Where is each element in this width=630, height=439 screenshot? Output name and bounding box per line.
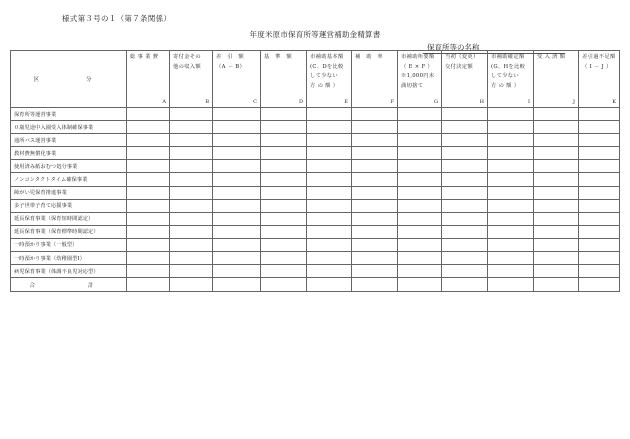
- row-label: 障がい児保育推進事業: [11, 186, 127, 199]
- amount-cell[interactable]: [352, 108, 398, 121]
- amount-cell[interactable]: [261, 121, 307, 134]
- amount-cell[interactable]: [213, 238, 261, 251]
- amount-cell[interactable]: [488, 173, 534, 186]
- amount-cell[interactable]: [442, 160, 488, 173]
- amount-cell[interactable]: [442, 199, 488, 212]
- amount-cell[interactable]: [442, 186, 488, 199]
- amount-cell[interactable]: [127, 121, 170, 134]
- amount-cell[interactable]: [534, 212, 579, 225]
- amount-cell[interactable]: [579, 212, 620, 225]
- amount-cell[interactable]: [488, 121, 534, 134]
- column-letter: F: [390, 99, 394, 105]
- amount-cell[interactable]: [170, 252, 213, 265]
- amount-cell[interactable]: [534, 173, 579, 186]
- table-row: [11, 147, 620, 160]
- amount-cell[interactable]: [398, 225, 442, 238]
- amount-cell[interactable]: [579, 108, 620, 121]
- facility-name-label: 保育所等の名称: [427, 43, 480, 52]
- row-label: 通所バス運営事業: [11, 134, 127, 147]
- amount-cell[interactable]: [127, 212, 170, 225]
- amount-cell[interactable]: [352, 134, 398, 147]
- row-label: 使用済み紙おむつ処分事業: [11, 160, 127, 173]
- amount-cell[interactable]: [213, 160, 261, 173]
- amount-cell[interactable]: [579, 186, 620, 199]
- amount-cell[interactable]: [127, 252, 170, 265]
- amount-cell[interactable]: [442, 212, 488, 225]
- total-label: 合 計: [11, 278, 127, 292]
- total-cell[interactable]: [213, 278, 261, 292]
- amount-cell[interactable]: [579, 238, 620, 251]
- amount-cell[interactable]: [307, 108, 352, 121]
- amount-cell[interactable]: [170, 160, 213, 173]
- amount-cell[interactable]: [213, 225, 261, 238]
- amount-cell[interactable]: [127, 147, 170, 160]
- total-cell[interactable]: [170, 278, 213, 292]
- column-letter: H: [479, 99, 484, 105]
- table-row: [11, 265, 620, 278]
- column-header: [398, 51, 442, 108]
- amount-cell[interactable]: [170, 134, 213, 147]
- amount-cell[interactable]: [307, 147, 352, 160]
- amount-cell[interactable]: [261, 186, 307, 199]
- total-cell[interactable]: [488, 278, 534, 292]
- amount-cell[interactable]: [307, 160, 352, 173]
- amount-cell[interactable]: [488, 212, 534, 225]
- row-label: 教材費無償化事業: [11, 147, 127, 160]
- amount-cell[interactable]: [307, 265, 352, 278]
- amount-cell[interactable]: [398, 173, 442, 186]
- document-title: 年度米原市保育所等運営補助金精算書: [249, 30, 381, 39]
- amount-cell[interactable]: [261, 252, 307, 265]
- amount-cell[interactable]: [442, 121, 488, 134]
- amount-cell[interactable]: [127, 134, 170, 147]
- amount-cell[interactable]: [488, 265, 534, 278]
- column-header-label: 当初（変更） 交付決定額: [445, 54, 479, 70]
- table-row: [11, 160, 620, 173]
- amount-cell[interactable]: [534, 199, 579, 212]
- amount-cell[interactable]: [352, 212, 398, 225]
- amount-cell[interactable]: [170, 186, 213, 199]
- total-cell[interactable]: [127, 278, 170, 292]
- amount-cell[interactable]: [534, 186, 579, 199]
- amount-cell[interactable]: [170, 108, 213, 121]
- amount-cell[interactable]: [352, 186, 398, 199]
- total-cell[interactable]: [261, 278, 307, 292]
- amount-cell[interactable]: [488, 160, 534, 173]
- column-letter: I: [528, 99, 530, 105]
- amount-cell[interactable]: [488, 108, 534, 121]
- amount-cell[interactable]: [534, 225, 579, 238]
- amount-cell[interactable]: [398, 252, 442, 265]
- amount-cell[interactable]: [579, 121, 620, 134]
- amount-cell[interactable]: [213, 265, 261, 278]
- column-header-label: 差 引 額 （A － B）: [216, 54, 246, 70]
- row-label: ノンコンタクトタイム確保事業: [11, 173, 127, 186]
- column-header-label: 受 入 済 額: [537, 54, 566, 60]
- amount-cell[interactable]: [534, 265, 579, 278]
- amount-cell[interactable]: [398, 238, 442, 251]
- amount-cell[interactable]: [127, 186, 170, 199]
- amount-cell[interactable]: [127, 173, 170, 186]
- amount-cell[interactable]: [307, 238, 352, 251]
- column-header-label: 市補助所要額 （ E × F ） ※1,000円未 満切捨て: [401, 54, 435, 89]
- amount-cell[interactable]: [352, 225, 398, 238]
- amount-cell[interactable]: [398, 147, 442, 160]
- amount-cell[interactable]: [534, 108, 579, 121]
- amount-cell[interactable]: [534, 121, 579, 134]
- amount-cell[interactable]: [442, 147, 488, 160]
- amount-cell[interactable]: [307, 186, 352, 199]
- amount-cell[interactable]: [307, 212, 352, 225]
- amount-cell[interactable]: [579, 173, 620, 186]
- amount-cell[interactable]: [213, 212, 261, 225]
- column-header-label: 基 準 額: [264, 54, 292, 60]
- amount-cell[interactable]: [170, 265, 213, 278]
- amount-cell[interactable]: [307, 173, 352, 186]
- amount-cell[interactable]: [307, 252, 352, 265]
- amount-cell[interactable]: [352, 252, 398, 265]
- table-row: [11, 199, 620, 212]
- table-row: [11, 134, 620, 147]
- header-row: [11, 51, 620, 108]
- column-header: [261, 51, 307, 108]
- amount-cell[interactable]: [579, 199, 620, 212]
- amount-cell[interactable]: [352, 173, 398, 186]
- column-header: [352, 51, 398, 108]
- amount-cell[interactable]: [261, 265, 307, 278]
- amount-cell[interactable]: [261, 147, 307, 160]
- amount-cell[interactable]: [213, 108, 261, 121]
- amount-cell[interactable]: [261, 212, 307, 225]
- row-label: 延長保育事業（保育標準時間認定）: [11, 225, 127, 238]
- amount-cell[interactable]: [398, 265, 442, 278]
- column-letter: J: [572, 99, 575, 105]
- amount-cell[interactable]: [352, 160, 398, 173]
- amount-cell[interactable]: [488, 252, 534, 265]
- amount-cell[interactable]: [442, 265, 488, 278]
- amount-cell[interactable]: [352, 147, 398, 160]
- column-header-label: 市補助基本額 (C、Dを比較 して少ない 方 の 額 ）: [310, 54, 344, 89]
- amount-cell[interactable]: [127, 108, 170, 121]
- amount-cell[interactable]: [442, 134, 488, 147]
- amount-cell[interactable]: [170, 225, 213, 238]
- total-cell[interactable]: [442, 278, 488, 292]
- amount-cell[interactable]: [442, 108, 488, 121]
- table-row: [11, 173, 620, 186]
- column-header-label: 総 事 業 費: [130, 54, 159, 60]
- column-header-label: 寄付金その 他の収入額: [173, 54, 201, 70]
- amount-cell[interactable]: [261, 173, 307, 186]
- amount-cell[interactable]: [534, 147, 579, 160]
- amount-cell[interactable]: [579, 134, 620, 147]
- amount-cell[interactable]: [579, 252, 620, 265]
- amount-cell[interactable]: [307, 199, 352, 212]
- amount-cell[interactable]: [488, 147, 534, 160]
- amount-cell[interactable]: [579, 225, 620, 238]
- column-letter: D: [298, 99, 303, 105]
- kubun-header-label: 区 分: [33, 77, 104, 83]
- amount-cell[interactable]: [398, 212, 442, 225]
- column-header-label: 差引過不足額 （ I － J ）: [582, 54, 616, 70]
- column-header: [170, 51, 213, 108]
- amount-cell[interactable]: [579, 147, 620, 160]
- amount-cell[interactable]: [127, 238, 170, 251]
- amount-cell[interactable]: [488, 225, 534, 238]
- total-cell[interactable]: [307, 278, 352, 292]
- column-letter: E: [344, 99, 348, 105]
- settlement-table: [10, 50, 620, 292]
- amount-cell[interactable]: [398, 134, 442, 147]
- form-number: 様式第３号の１（第７条関係）: [62, 14, 172, 23]
- amount-cell[interactable]: [261, 238, 307, 251]
- table-row: [11, 252, 620, 265]
- total-cell[interactable]: [352, 278, 398, 292]
- amount-cell[interactable]: [170, 212, 213, 225]
- amount-cell[interactable]: [127, 199, 170, 212]
- total-cell[interactable]: [579, 278, 620, 292]
- amount-cell[interactable]: [213, 252, 261, 265]
- amount-cell[interactable]: [534, 134, 579, 147]
- row-label: 多子世帯子育て応援事業: [11, 199, 127, 212]
- column-letter: C: [253, 99, 257, 105]
- column-letter: A: [162, 99, 166, 105]
- amount-cell[interactable]: [398, 121, 442, 134]
- amount-cell[interactable]: [307, 225, 352, 238]
- column-letter: B: [205, 99, 209, 105]
- amount-cell[interactable]: [579, 265, 620, 278]
- row-label: 一時預かり事業（一般型）: [11, 238, 127, 251]
- amount-cell[interactable]: [261, 199, 307, 212]
- column-header: [213, 51, 261, 108]
- amount-cell[interactable]: [261, 134, 307, 147]
- table-body: [11, 51, 620, 292]
- column-header: [534, 51, 579, 108]
- total-cell[interactable]: [534, 278, 579, 292]
- amount-cell[interactable]: [352, 238, 398, 251]
- amount-cell[interactable]: [442, 225, 488, 238]
- column-letter: G: [434, 99, 438, 105]
- amount-cell[interactable]: [442, 173, 488, 186]
- column-header: [579, 51, 620, 108]
- amount-cell[interactable]: [398, 186, 442, 199]
- amount-cell[interactable]: [352, 199, 398, 212]
- total-row: [11, 278, 620, 292]
- amount-cell[interactable]: [213, 199, 261, 212]
- amount-cell[interactable]: [307, 134, 352, 147]
- row-label: 延長保育事業（保育短時間認定）: [11, 212, 127, 225]
- amount-cell[interactable]: [261, 160, 307, 173]
- amount-cell[interactable]: [170, 238, 213, 251]
- amount-cell[interactable]: [213, 147, 261, 160]
- amount-cell[interactable]: [442, 238, 488, 251]
- row-label: ０歳児途中入園受入体制確保事業: [11, 121, 127, 134]
- table-row: [11, 225, 620, 238]
- amount-cell[interactable]: [170, 173, 213, 186]
- row-label: 一時預かり事業（幼稚園型Ⅰ）: [11, 252, 127, 265]
- amount-cell[interactable]: [261, 108, 307, 121]
- amount-cell[interactable]: [307, 121, 352, 134]
- amount-cell[interactable]: [398, 199, 442, 212]
- amount-cell[interactable]: [127, 160, 170, 173]
- column-header-label: 市補助確定額 (G、Hを比較 して少ない 方 の 額 ）: [491, 54, 526, 89]
- column-letter: K: [612, 99, 616, 105]
- row-label: 病児保育事業（体調不良児対応型）: [11, 265, 127, 278]
- amount-cell[interactable]: [352, 265, 398, 278]
- amount-cell[interactable]: [213, 134, 261, 147]
- amount-cell[interactable]: [170, 147, 213, 160]
- amount-cell[interactable]: [170, 199, 213, 212]
- amount-cell[interactable]: [261, 225, 307, 238]
- kubun-header: [11, 51, 127, 108]
- amount-cell[interactable]: [488, 186, 534, 199]
- amount-cell[interactable]: [579, 160, 620, 173]
- amount-cell[interactable]: [213, 121, 261, 134]
- amount-cell[interactable]: [488, 199, 534, 212]
- amount-cell[interactable]: [352, 121, 398, 134]
- table-row: [11, 186, 620, 199]
- amount-cell[interactable]: [488, 238, 534, 251]
- table-row: [11, 121, 620, 134]
- amount-cell[interactable]: [488, 134, 534, 147]
- table-row: [11, 108, 620, 121]
- amount-cell[interactable]: [442, 252, 488, 265]
- column-header: [488, 51, 534, 108]
- amount-cell[interactable]: [398, 108, 442, 121]
- amount-cell[interactable]: [398, 160, 442, 173]
- amount-cell[interactable]: [534, 160, 579, 173]
- amount-cell[interactable]: [170, 121, 213, 134]
- amount-cell[interactable]: [213, 173, 261, 186]
- column-header: [442, 51, 488, 108]
- total-cell[interactable]: [398, 278, 442, 292]
- column-header: [127, 51, 170, 108]
- column-header-label: 補 助 率: [355, 54, 383, 60]
- amount-cell[interactable]: [127, 225, 170, 238]
- table-row: [11, 212, 620, 225]
- table-row: [11, 238, 620, 251]
- amount-cell[interactable]: [534, 238, 579, 251]
- amount-cell[interactable]: [213, 186, 261, 199]
- row-label: 保育所等運営事業: [11, 108, 127, 121]
- amount-cell[interactable]: [127, 265, 170, 278]
- column-header: [307, 51, 352, 108]
- amount-cell[interactable]: [534, 252, 579, 265]
